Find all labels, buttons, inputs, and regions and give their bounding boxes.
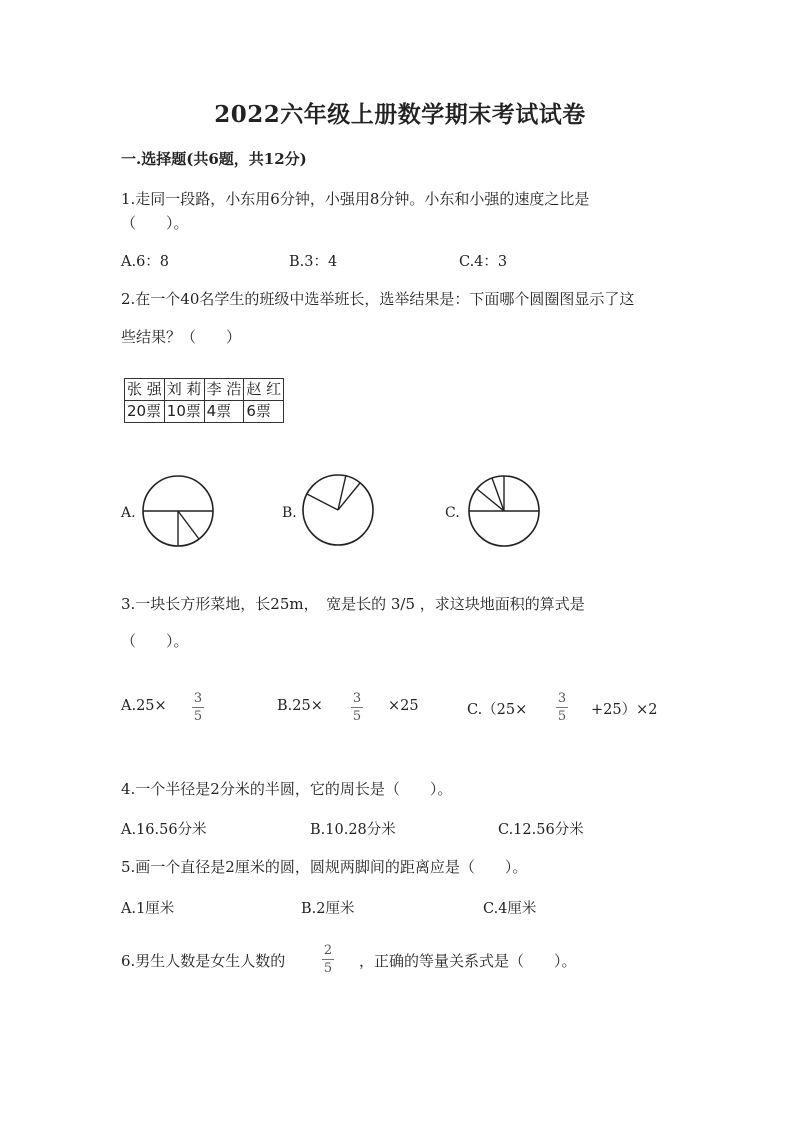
table-row-names [125, 379, 284, 401]
q3-option-c-prefix: C.（25× [467, 702, 528, 718]
q2-option-a-label[interactable]: A. [121, 505, 136, 521]
q3-option-b-prefix: B.25× [277, 698, 323, 714]
fraction-numerator: 3 [352, 691, 362, 706]
q3-text-line1: 3.一块长方形菜地，长25m， 宽是长的 3/5 ，求这块地面积的算式是 [121, 595, 585, 613]
q2-text-line1: 2.在一个40名学生的班级中选举班长，选举结果是：下面哪个圆圈图显示了这 [121, 290, 635, 308]
fraction-bar [351, 707, 363, 708]
fraction-numerator: 3 [193, 691, 203, 706]
fraction-bar [556, 707, 568, 708]
q2-option-c-label[interactable]: C. [445, 505, 460, 521]
q2-text-line2: 些结果？（ ） [121, 328, 242, 346]
q4-option-c[interactable]: C.12.56分米 [498, 822, 584, 838]
q3-option-b[interactable] [277, 698, 323, 714]
q1-text-line2: （ ）。 [121, 214, 189, 232]
q5-option-c[interactable]: C.4厘米 [483, 901, 537, 917]
q3-option-c[interactable] [467, 698, 527, 719]
fraction-denominator: 5 [323, 961, 333, 976]
fraction-denominator: 5 [193, 709, 203, 724]
table-cell: 张 强 [125, 379, 165, 401]
q5-option-a[interactable]: A.1厘米 [121, 901, 175, 917]
q4-option-a[interactable]: A.16.56分米 [121, 822, 207, 838]
q2-option-a-pie[interactable] [140, 473, 216, 549]
q2-option-b-label[interactable]: B. [282, 505, 297, 521]
table-cell: 10票 [164, 401, 204, 423]
fraction-denominator: 5 [352, 709, 362, 724]
q3-option-b-fraction [351, 691, 363, 724]
q3-option-a[interactable] [121, 698, 167, 714]
fraction-numerator: 3 [557, 691, 567, 706]
q1-text-line1: 1.走同一段路，小东用6分钟，小强用8分钟。小东和小强的速度之比是 [121, 190, 590, 208]
section-heading: 一.选择题(共6题，共12分) [121, 150, 307, 168]
q3-option-b-suffix: ×25 [388, 698, 419, 714]
q5-text: 5.画一个直径是2厘米的圆，圆规两脚间的距离应是（ ）。 [121, 858, 528, 876]
q1-option-a[interactable]: A.6：8 [121, 254, 170, 270]
fraction-denominator: 5 [557, 709, 567, 724]
q6-text-suffix: ，正确的等量关系式是（ ）。 [359, 952, 577, 970]
table-cell: 赵 红 [244, 379, 284, 401]
page-title: 2022六年级上册数学期末考试试卷 [214, 101, 586, 128]
q5-option-b[interactable]: B.2厘米 [301, 901, 355, 917]
fraction-bar [192, 707, 204, 708]
q3-option-a-fraction [192, 691, 204, 724]
q3-option-a-prefix: A.25× [121, 698, 167, 714]
q6-text-prefix: 6.男生人数是女生人数的 [121, 952, 286, 970]
q3-option-c-suffix: +25）×2 [591, 702, 658, 718]
fraction-numerator: 2 [323, 943, 333, 958]
q4-text: 4.一个半径是2分米的半圆，它的周长是（ ）。 [121, 780, 453, 798]
table-cell: 刘 莉 [164, 379, 204, 401]
table-cell: 4票 [204, 401, 244, 423]
q1-option-b[interactable]: B.3：4 [289, 254, 338, 270]
table-cell: 李 浩 [204, 379, 244, 401]
q1-option-c[interactable]: C.4：3 [459, 254, 508, 270]
q3-text-line2: （ ）。 [121, 632, 189, 650]
fraction-bar [322, 959, 334, 960]
table-cell: 6票 [244, 401, 284, 423]
vote-results-table [124, 378, 284, 423]
q2-option-b-pie[interactable] [300, 472, 376, 548]
q4-option-b[interactable]: B.10.28分米 [310, 822, 396, 838]
q3-option-c-fraction [556, 691, 568, 724]
table-cell: 20票 [125, 401, 165, 423]
table-row-votes [125, 401, 284, 423]
q2-option-c-pie[interactable] [466, 473, 542, 549]
q6-fraction [322, 943, 334, 976]
